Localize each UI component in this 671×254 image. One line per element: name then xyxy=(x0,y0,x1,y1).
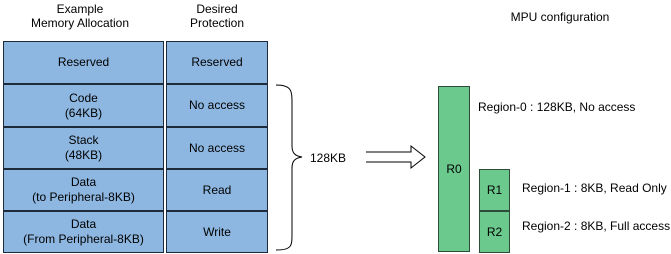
right-arrow-icon xyxy=(366,146,425,168)
region-r2-description: Region-2 : 8KB, Full access xyxy=(522,219,671,233)
allocation-row-text: Data xyxy=(70,217,97,231)
protection-row-reserved: Reserved xyxy=(166,41,268,84)
region-r2-label: R2 xyxy=(486,225,503,239)
protection-header-line-1: Desired xyxy=(196,2,238,16)
protection-row-stack: No access xyxy=(166,127,268,169)
allocation-row-text: Reserved xyxy=(57,55,110,69)
region-r1-bar xyxy=(479,169,510,211)
allocation-row-text: Stack xyxy=(68,133,99,147)
mpu-header: MPU configuration xyxy=(510,10,610,24)
region-r2-bar xyxy=(479,211,510,253)
brace-label: 128KB xyxy=(310,151,347,165)
allocation-row-text: Data xyxy=(70,175,97,189)
protection-row-code: No access xyxy=(166,84,268,127)
curly-brace-icon xyxy=(276,85,302,250)
allocation-row-subtext: (to Peripheral-8KB) xyxy=(32,190,135,204)
region-r1-description: Region-1 : 8KB, Read Only xyxy=(522,181,667,195)
allocation-header-line-2: Memory Allocation xyxy=(30,16,130,30)
allocation-row-text: Code xyxy=(69,90,98,105)
protection-header-line-2: Protection xyxy=(189,16,245,30)
protection-row-data-to-peripheral: Read xyxy=(166,169,268,211)
protection-row-data-from-peripheral: Write xyxy=(166,211,268,253)
region-r1-label: R1 xyxy=(486,183,503,197)
allocation-row-subtext: (64KB) xyxy=(64,105,103,120)
allocation-row-subtext: (48KB) xyxy=(64,148,103,162)
allocation-header-line-1: Example xyxy=(56,2,104,16)
region-r0-description: Region-0 : 128KB, No access xyxy=(478,100,636,114)
region-r0-bar xyxy=(438,86,470,252)
allocation-row-subtext: (From Peripheral-8KB) xyxy=(23,232,144,246)
region-r0-label: R0 xyxy=(446,162,462,176)
